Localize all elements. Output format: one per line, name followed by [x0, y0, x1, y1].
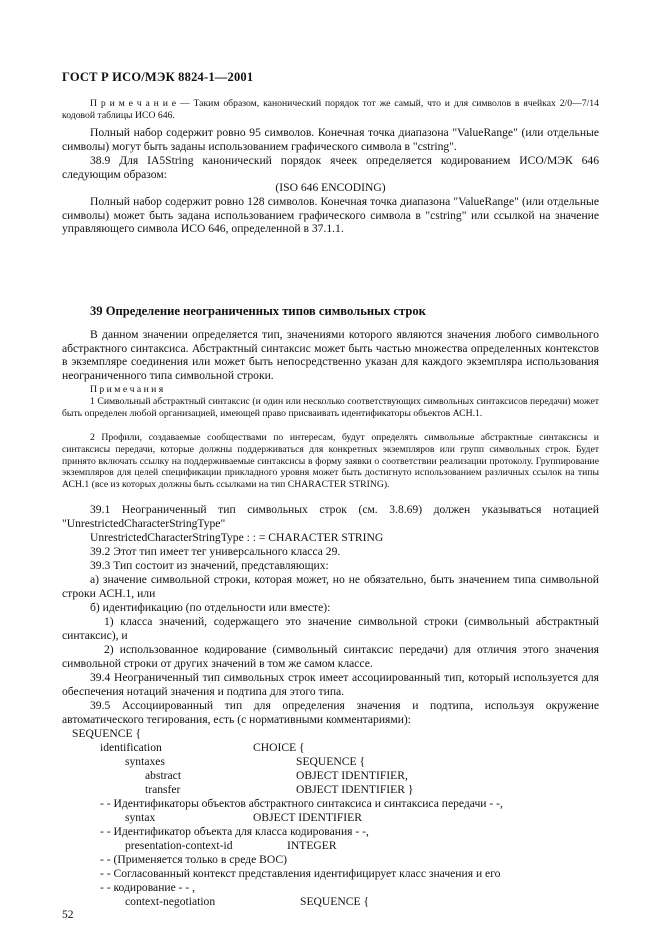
- asn-sequence-open: SEQUENCE {: [72, 727, 142, 740]
- note-canonical-order: П р и м е ч а н и е — Таким образом, канонический порядок тот же самый, что и для символов в ячейках 2/0—7/14 кодовой таблицы ИСО 646.: [62, 98, 599, 121]
- paragraph-128-symbols: Полный набор содержит ровно 128 символов. Конечная точка диапазона "ValueRange" (или отдельные символы) может быть задана использованием графического символа в "cstring" или ссылкой на значение управляющего символа ИСО 646, определенной в 37.1.1.: [62, 195, 599, 235]
- paragraph-95-symbols: Полный набор содержит ровно 95 символов. Конечная точка диапазона "ValueRange" (или отдельные символы) могут быть заданы использованием графического символа в "cstring".: [62, 126, 599, 153]
- paragraph-39-5: 39.5 Ассоциированный тип для определения значения и подтипа, используя окружение автоматического тегирования, есть (с нормативными комментариями):: [62, 699, 599, 726]
- asn-syntaxes: syntaxes: [125, 755, 165, 768]
- asn-comment-4: - - Согласованный контекст представления идентифицирует класс значения и его: [100, 867, 501, 880]
- asn-transfer: transfer: [145, 783, 181, 796]
- asn-syntax-type: OBJECT IDENTIFIER: [253, 811, 362, 824]
- note-1: 1 Символьный абстрактный синтаксис (и один или несколько соответствующих символьных синтаксисов передачи) может быть определен любой организацией, имеющей право присваивать идентификаторы объектов АСН.1.: [62, 396, 599, 419]
- asn-syntaxes-type: SEQUENCE {: [296, 755, 366, 768]
- asn-abstract: abstract: [145, 769, 182, 782]
- document-header: ГОСТ Р ИСО/МЭК 8824-1—2001: [62, 70, 254, 84]
- asn-abstract-type: OBJECT IDENTIFIER,: [296, 769, 408, 782]
- production-unrestricted: UnrestrictedCharacterStringType : : = CHARACTER STRING: [90, 531, 384, 544]
- paragraph-39-4: 39.4 Неограниченный тип символьных строк имеет ассоциированный тип, который используется для обеспечения нотаций значения и подтипа для этого типа.: [62, 671, 599, 698]
- note-2: 2 Профили, создаваемые сообществами по интересам, будут определять символьные абстрактные синтаксисы и синтаксисы передачи, которые должны поддерживаться для конкретных экземпляров или групп символьных строк. Будет принято включать ссылку на поддерживаемые синтаксисы в форму заявки о соответствии реализации протоколу. Группирование экземпляров для целей спецификации прикладного уровня может быть достигнуто использованием различных ссылок на типы АСН.1 (все из которых должны быть ссылками на тип CHARACTER STRING).: [62, 432, 599, 491]
- item-a: а) значение символьной строки, которая может, но не обязательно, быть значением типа символьной строки АСН.1, или: [62, 573, 599, 600]
- paragraph-39-2: 39.2 Этот тип имеет тег универсального класса 29.: [90, 545, 341, 558]
- encoding-formula: (ISO 646 ENCODING): [275, 181, 386, 194]
- notes-heading: П р и м е ч а н и я: [90, 384, 164, 395]
- section-heading-39: 39 Определение неограниченных типов символьных строк: [90, 304, 426, 318]
- asn-syntax: syntax: [125, 811, 156, 824]
- paragraph-38-9: 38.9 Для IA5String канонический порядок ячеек определяется кодированием ИСО/МЭК 646 следующим образом:: [62, 154, 599, 181]
- asn-context-negotiation-type: SEQUENCE {: [300, 895, 370, 908]
- paragraph-39-3: 39.3 Тип состоит из значений, представляющих:: [90, 559, 329, 572]
- paragraph-39-1: 39.1 Неограниченный тип символьных строк (см. 3.8.69) должен указываться нотацией "UnrestrictedCharacterStringType": [62, 503, 599, 530]
- asn-choice: CHOICE {: [253, 741, 305, 754]
- asn-presentation-context-id-type: INTEGER: [287, 839, 337, 852]
- item-b-2: 2) использованное кодирование (символьный синтаксис передачи) для отличия этого значения символьной строки от других значений в том же самом классе.: [62, 643, 599, 670]
- item-b: б) идентификацию (по отдельности или вместе):: [90, 601, 331, 614]
- asn-identification: identification: [100, 741, 162, 754]
- asn-comment-1: - - Идентификаторы объектов абстрактного синтаксиса и синтаксиса передачи - -,: [100, 797, 503, 810]
- paragraph-39-intro: В данном значении определяется тип, значениями которого являются значения любого символьного абстрактного синтаксиса. Абстрактный синтаксис может быть частью множества определенных контекстов в экземпляре соединения или может быть непосредственно указан для каждого экземпляра использования неограниченного типа символьной строки.: [62, 328, 599, 382]
- asn-presentation-context-id: presentation-context-id: [125, 839, 233, 852]
- asn-comment-2: - - Идентификатор объекта для класса кодирования - -,: [100, 825, 369, 838]
- asn-context-negotiation: context-negotiation: [125, 895, 216, 908]
- asn-comment-5: - - кодирование - - ,: [100, 881, 196, 894]
- page-number: 52: [62, 909, 74, 921]
- asn-transfer-type: OBJECT IDENTIFIER }: [296, 783, 414, 796]
- item-b-1: 1) класса значений, содержащего это значение символьной строки (символьный абстрактный синтаксис), и: [62, 615, 599, 642]
- asn-comment-3: - - (Применяется только в среде ВОС): [100, 853, 287, 866]
